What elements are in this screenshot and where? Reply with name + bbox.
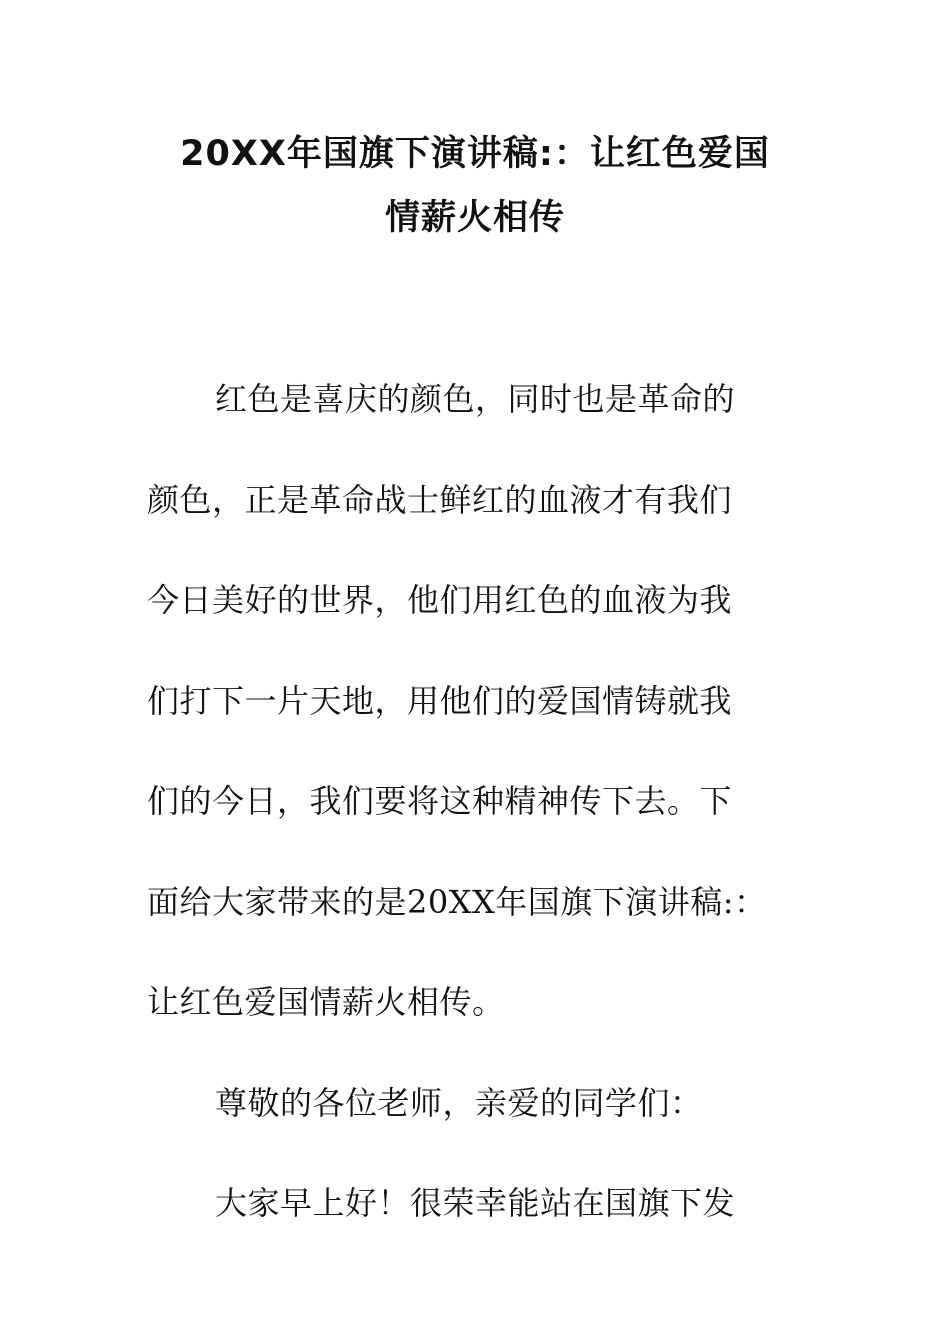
document-title: [120, 122, 830, 250]
greeting-line: 尊敬的各位老师，亲爱的同学们：: [215, 1083, 703, 1122]
paragraph-1-line-7: 让红色爱国情薪火相传。: [147, 983, 505, 1021]
paragraph-1-line-1: 红色是喜庆的颜色，同时也是革命的: [215, 380, 736, 418]
paragraph-1-line-4: 们打下一片天地，用他们的爱国情铸就我: [147, 681, 733, 720]
paragraph-3-line-1: 大家早上好！很荣幸能站在国旗下发: [215, 1184, 736, 1222]
paragraph-1-line-3: 今日美好的世界，他们用红色的血液为我: [147, 581, 733, 619]
paragraph-1-line-5: 们的今日，我们要将这种精神传下去。下: [147, 782, 733, 820]
title-line-1: 20XX年国旗下演讲稿:：让红色爱国: [180, 134, 770, 174]
document-body: [147, 372, 797, 1277]
title-line-2: 情薪火相传: [384, 198, 565, 238]
paragraph-1-line-2: 颜色，正是革命战士鲜红的血液才有我们: [147, 480, 733, 519]
paragraph-1-line-6: 面给大家带来的是20XX年国旗下演讲稿:：: [147, 882, 767, 921]
